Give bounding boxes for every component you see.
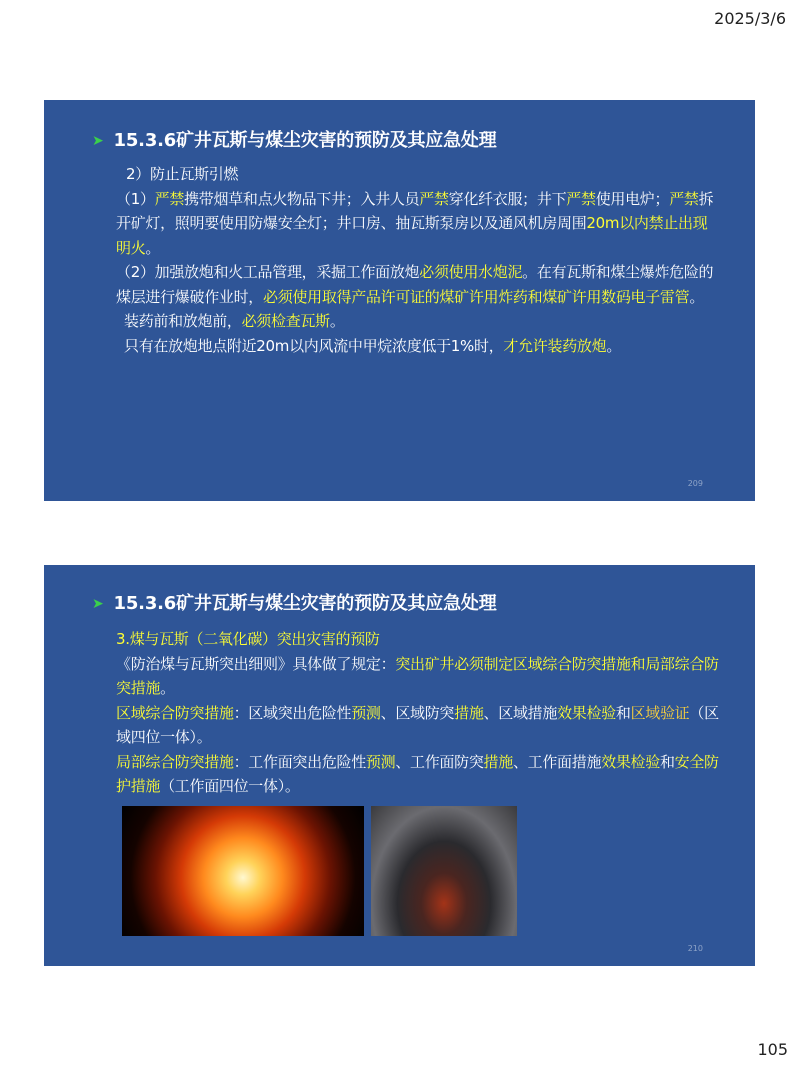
highlight-text: 措施 (454, 703, 484, 722)
highlight-text: 措施 (483, 752, 513, 771)
arrow-bullet-icon: ➤ (92, 133, 104, 149)
highlight-text: 才允许装药放炮 (503, 336, 607, 355)
paragraph (80, 750, 720, 799)
text-run: 装药前和放炮前， (124, 312, 242, 330)
text-run: 。 (145, 238, 161, 257)
text-run: 。 (160, 679, 175, 697)
highlight-text: 效果检验 (601, 752, 660, 771)
text-run: 《防治煤与瓦斯突出细则》具体做了规定： (116, 654, 396, 673)
highlight-text: 严禁 (154, 189, 185, 208)
slide-body (80, 627, 720, 799)
highlight-text: 突出矿井必须制定区域综合防突措施和局部综合防突措施 (116, 654, 719, 697)
slide-title-text: 15.3.6矿井瓦斯与煤尘灾害的预防及其应急处理 (113, 593, 497, 614)
text-run: 和 (659, 752, 675, 771)
mine-tunnel-photo (371, 806, 517, 936)
paragraph (80, 334, 720, 359)
highlight-text: 预测 (351, 703, 381, 722)
paragraph (80, 701, 720, 750)
highlight-text: 安全防护措施 (116, 752, 719, 795)
text-run: （区域四位一体）。 (116, 703, 719, 746)
paragraph (80, 309, 720, 334)
slide-number: 209 (687, 479, 703, 488)
paragraph (80, 652, 720, 701)
section-heading: 2）防止瓦斯引燃 (126, 165, 239, 183)
highlight-text: 必须使用取得产品许可证的煤矿许用炸药和煤矿许用数码电子雷管 (263, 287, 690, 306)
text-run: ：区域突出危险性 (233, 703, 352, 722)
slide-209 (44, 100, 755, 501)
text-run: 使用电炉； (595, 189, 670, 208)
text-run: 、工作面措施 (512, 752, 602, 771)
slide-title-text: 15.3.6矿井瓦斯与煤尘灾害的预防及其应急处理 (113, 130, 497, 151)
text-run: 穿化纤衣服；井下 (448, 189, 567, 208)
slide-title (92, 126, 497, 152)
text-run: （工作面四位一体）。 (160, 777, 300, 795)
paragraph (80, 187, 720, 261)
highlight-text: 区域综合防突措施 (116, 703, 234, 722)
slide-number: 210 (687, 944, 703, 953)
explosion-photo (122, 806, 364, 936)
text-run: （1） (116, 189, 155, 208)
text-run: 和 (615, 703, 631, 722)
print-date: 2025/3/6 (714, 9, 786, 28)
text-run: 。 (329, 312, 345, 330)
text-run: （2）加强放炮和火工品管理，采掘工作面放炮 (116, 263, 420, 281)
text-run: 、区域措施 (483, 703, 558, 722)
text-run: 。 (689, 287, 705, 306)
slide-title (92, 589, 497, 615)
text-run: 、工作面防突 (395, 752, 484, 771)
highlight-text: 预测 (365, 752, 396, 771)
highlight-text: 区域验证 (630, 703, 690, 722)
slide-body (80, 162, 720, 358)
highlight-text: 必须使用水炮泥 (419, 263, 523, 281)
text-run: 。 (606, 336, 622, 355)
text-run: 。在有瓦斯和煤尘爆炸危险的煤层进行爆破作业时， (116, 263, 714, 306)
text-run: 携带烟草和点火物品下井；入井人员 (184, 189, 420, 208)
highlight-text: 严禁 (669, 189, 699, 208)
paragraph (80, 260, 720, 309)
text-run: 、区域防突 (380, 703, 455, 722)
slide-210 (44, 565, 755, 966)
text-run: ：工作面突出危险性 (233, 752, 366, 771)
text-run: 拆开矿灯，照明要使用防爆安全灯；井口房、抽瓦斯泵房以及通风机房周围 (116, 189, 714, 232)
highlight-text: 20m以内禁止出现明火 (116, 214, 708, 257)
section-heading: 3.煤与瓦斯（二氧化碳）突出灾害的预防 (116, 630, 380, 648)
highlight-text: 效果检验 (557, 703, 616, 722)
arrow-bullet-icon: ➤ (92, 596, 104, 612)
highlight-text: 局部综合防突措施 (116, 752, 234, 771)
highlight-text: 严禁 (566, 189, 596, 208)
text-run: 只有在放炮地点附近20m以内风流中甲烷浓度低于1%时， (124, 336, 504, 355)
highlight-text: 严禁 (419, 189, 449, 208)
page-number: 105 (757, 1040, 788, 1059)
highlight-text: 必须检查瓦斯 (241, 312, 330, 330)
